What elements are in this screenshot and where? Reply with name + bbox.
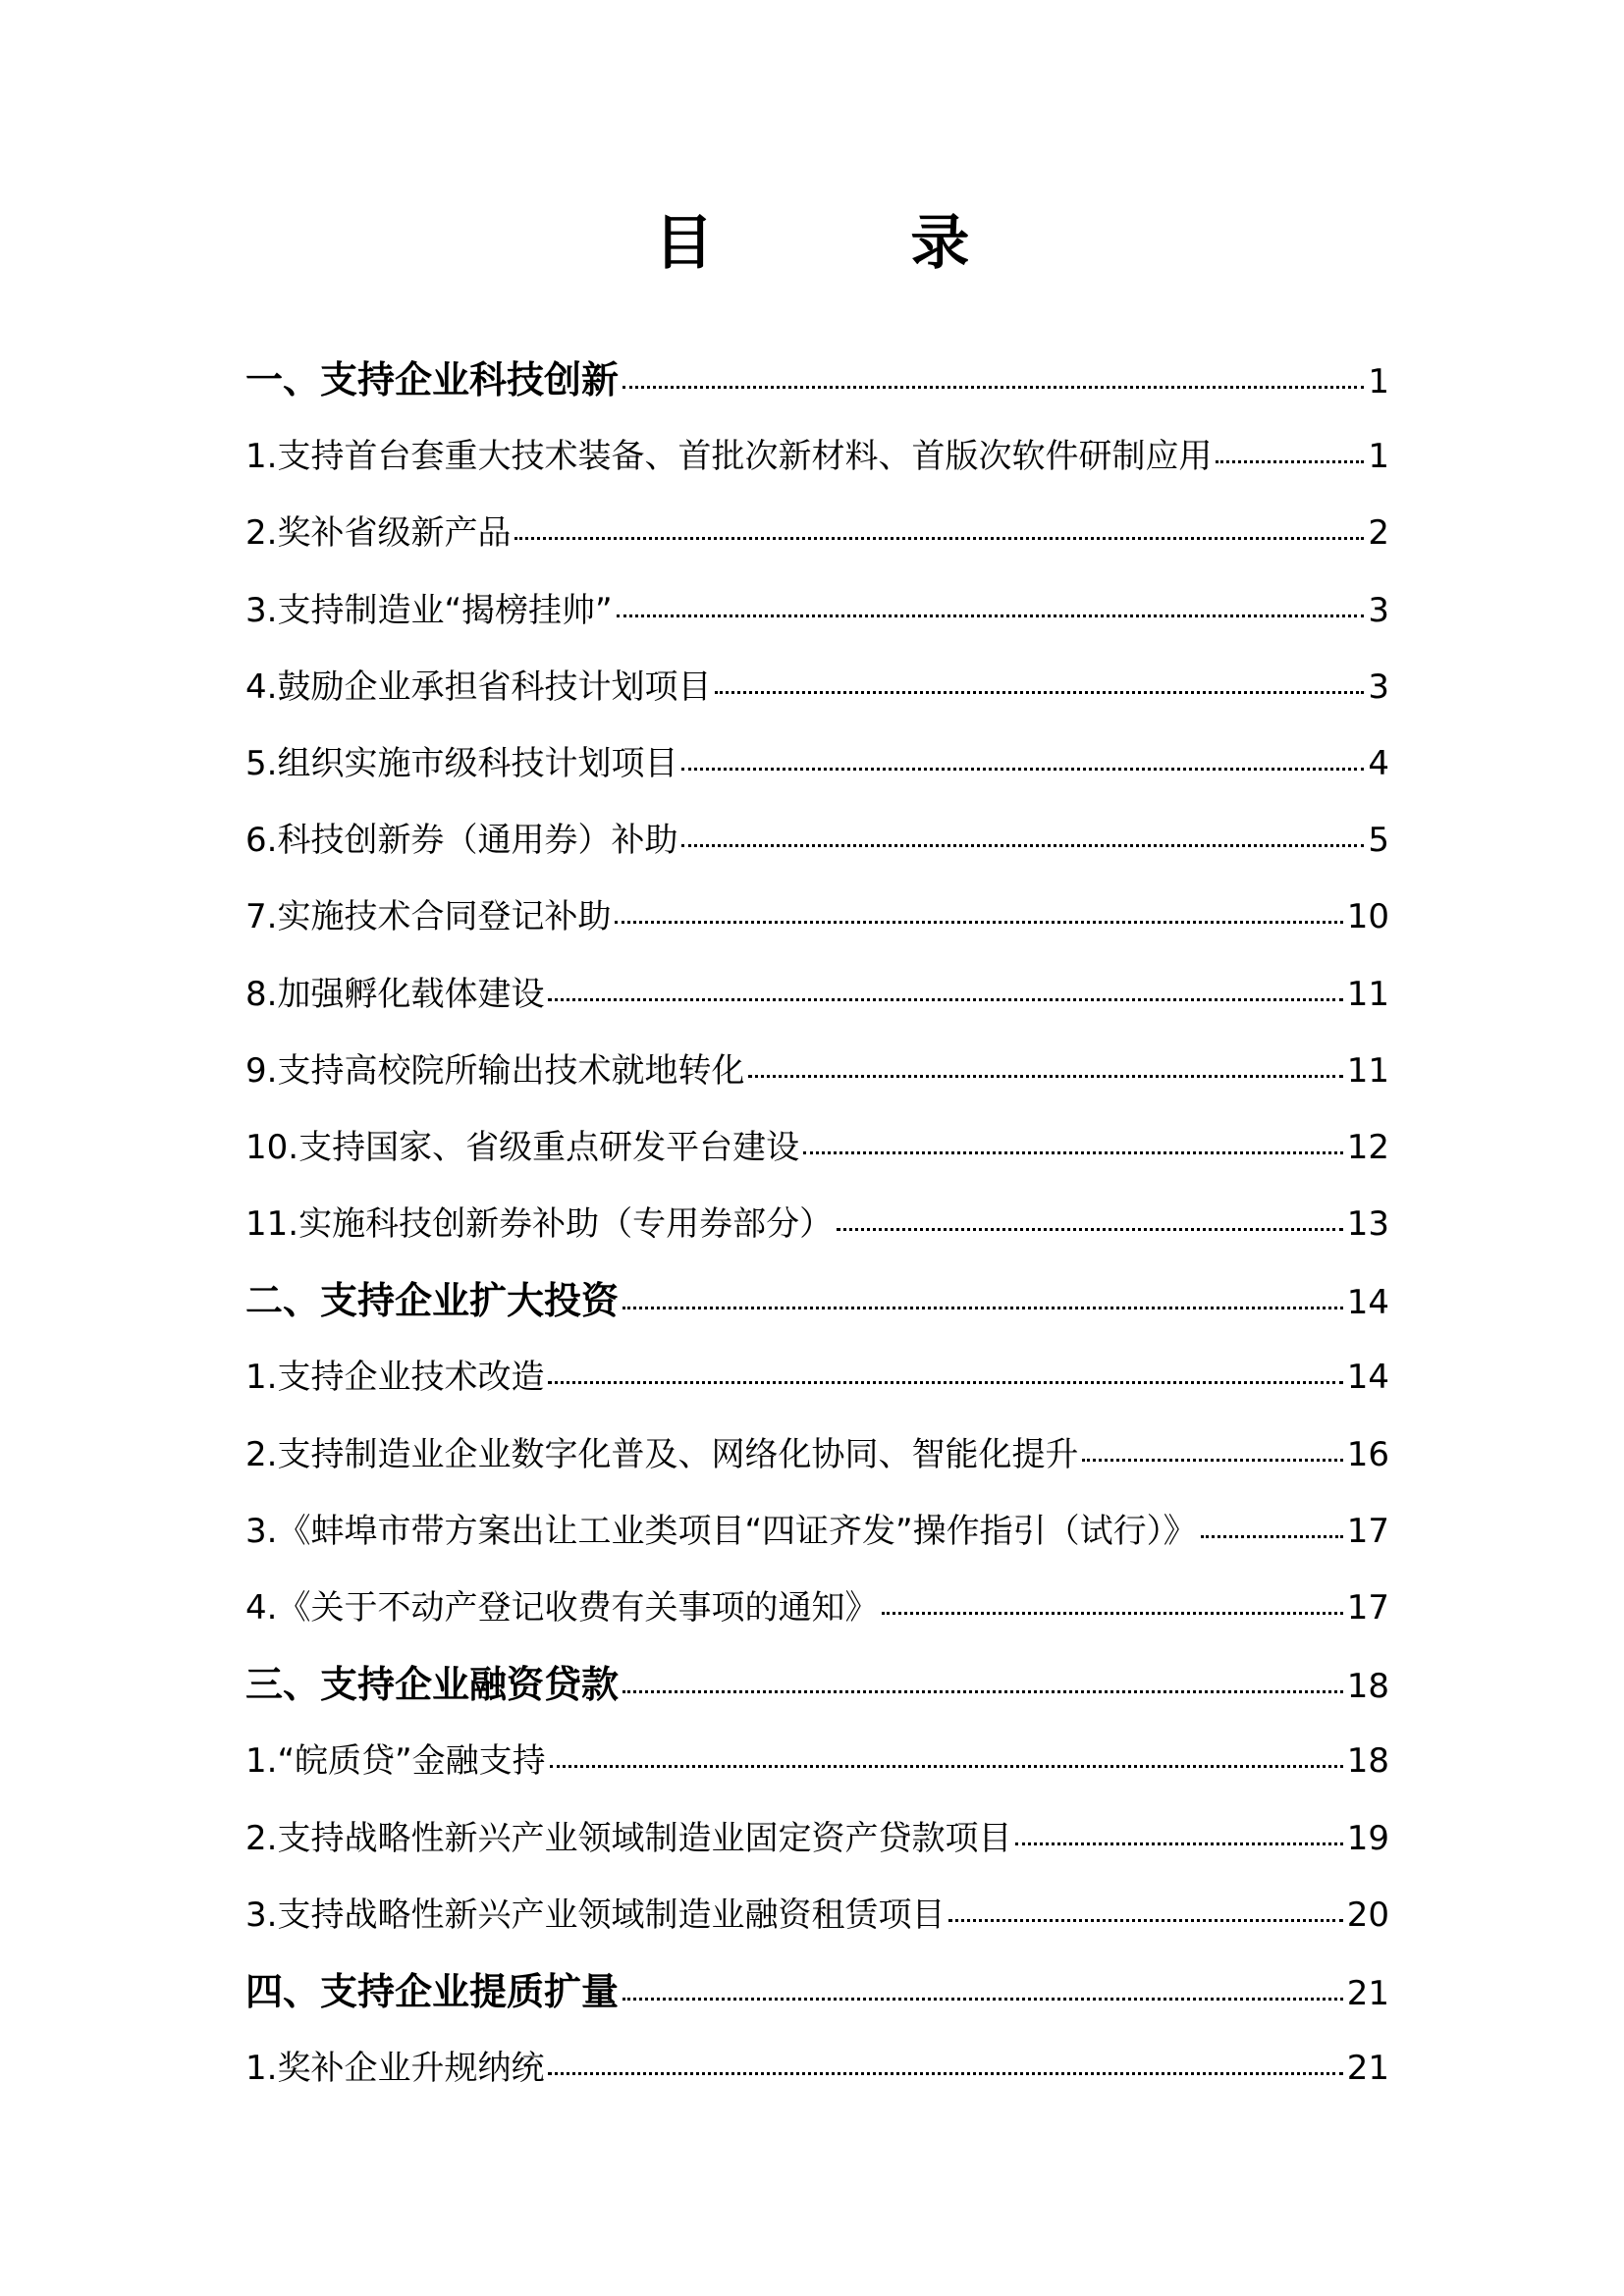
- toc-entry-title: 三、支持企业融资贷款: [245, 1663, 620, 1707]
- dot-leader: [1082, 1458, 1342, 1462]
- toc-entry-page-number: 13: [1346, 1204, 1389, 1245]
- dot-leader: [617, 614, 1365, 617]
- toc-item-entry[interactable]: [245, 1570, 1389, 1646]
- dot-leader: [623, 1306, 1343, 1309]
- toc-item-entry[interactable]: [245, 879, 1389, 955]
- toc-entry-page-number: 14: [1346, 1283, 1389, 1323]
- page-title: 目 录: [654, 209, 1058, 278]
- toc-entry-title: 2.支持战略性新兴产业领域制造业固定资产贷款项目: [245, 1818, 1012, 1858]
- toc-entry-page-number: 18: [1346, 1667, 1389, 1707]
- toc-item-entry[interactable]: [245, 1800, 1389, 1877]
- toc-entry-title: 11.实施科技创新券补助（专用券部分）: [245, 1204, 834, 1245]
- toc-entry-title: 3.支持战略性新兴产业领域制造业融资租赁项目: [245, 1895, 946, 1935]
- toc-entry-title: 4.鼓励企业承担省科技计划项目: [245, 667, 712, 707]
- dot-leader: [715, 690, 1364, 694]
- toc-item-entry[interactable]: [245, 649, 1389, 725]
- dot-leader: [748, 1074, 1342, 1078]
- toc-entry-title: 10.支持国家、省级重点研发平台建设: [245, 1127, 800, 1167]
- toc-item-entry[interactable]: [245, 956, 1389, 1033]
- toc-item-entry[interactable]: [245, 1339, 1389, 1415]
- toc-item-entry[interactable]: [245, 495, 1389, 571]
- toc-entry-page-number: 18: [1346, 1741, 1389, 1782]
- toc-entry-page-number: 2: [1368, 513, 1389, 554]
- toc-entry-page-number: 14: [1346, 1358, 1389, 1398]
- dot-leader: [681, 843, 1364, 847]
- toc-item-entry[interactable]: [245, 2030, 1389, 2107]
- toc-entry-title: 3.支持制造业“揭榜挂帅”: [245, 590, 613, 630]
- dot-leader: [803, 1150, 1343, 1154]
- toc-item-entry[interactable]: [245, 1109, 1389, 1186]
- dot-leader: [882, 1611, 1342, 1615]
- dot-leader: [1015, 1842, 1342, 1845]
- toc-entry-title: 1.支持企业技术改造: [245, 1358, 545, 1398]
- toc-entry-page-number: 21: [1346, 1973, 1389, 2013]
- toc-section-entry[interactable]: [245, 342, 1389, 418]
- toc-entry-title: 1.奖补企业升规纳统: [245, 2049, 545, 2089]
- dot-leader: [623, 1689, 1343, 1693]
- toc-entry-page-number: 17: [1346, 1588, 1389, 1628]
- toc-item-entry[interactable]: [245, 1493, 1389, 1570]
- toc-entry-page-number: 17: [1346, 1511, 1389, 1551]
- dot-leader: [615, 920, 1342, 924]
- toc-entry-page-number: 11: [1346, 1050, 1389, 1091]
- toc-entry-title: 4.《关于不动产登记收费有关事项的通知》: [245, 1588, 879, 1628]
- toc-entry-page-number: 16: [1346, 1434, 1389, 1474]
- toc-entry-page-number: 4: [1368, 743, 1389, 783]
- toc-item-entry[interactable]: [245, 1033, 1389, 1109]
- toc-entry-page-number: 3: [1368, 667, 1389, 707]
- dot-leader: [681, 767, 1364, 771]
- dot-leader: [623, 385, 1364, 389]
- toc-entry-title: 1.支持首台套重大技术装备、首批次新材料、首版次软件研制应用: [245, 437, 1213, 477]
- toc-item-entry[interactable]: [245, 1416, 1389, 1493]
- toc-entry-page-number: 1: [1368, 437, 1389, 477]
- toc-entry-title: 四、支持企业提质扩量: [245, 1969, 620, 2013]
- dot-leader: [1201, 1534, 1343, 1538]
- toc-item-entry[interactable]: [245, 1723, 1389, 1799]
- toc-item-entry[interactable]: [245, 802, 1389, 879]
- toc-entry-title: 3.《蚌埠市带方案出让工业类项目“四证齐发”操作指引（试行）》: [245, 1511, 1197, 1551]
- toc-entry-page-number: 5: [1368, 821, 1389, 861]
- toc-entry-page-number: 12: [1346, 1127, 1389, 1167]
- toc-entry-title: 1.“皖质贷”金融支持: [245, 1741, 546, 1782]
- toc-entry-title: 2.奖补省级新产品: [245, 513, 512, 554]
- dot-leader: [623, 1997, 1343, 2001]
- dot-leader: [548, 1380, 1342, 1384]
- table-of-contents: [245, 342, 1389, 2107]
- toc-section-entry[interactable]: [245, 1646, 1389, 1723]
- toc-section-entry[interactable]: [245, 1262, 1389, 1339]
- dot-leader: [837, 1227, 1343, 1231]
- toc-entry-page-number: 19: [1346, 1818, 1389, 1858]
- toc-item-entry[interactable]: [245, 1877, 1389, 1953]
- dot-leader: [514, 536, 1364, 540]
- dot-leader: [948, 1918, 1342, 1922]
- toc-entry-title: 一、支持企业科技创新: [245, 358, 620, 401]
- toc-entry-title: 5.组织实施市级科技计划项目: [245, 743, 678, 783]
- toc-item-entry[interactable]: [245, 725, 1389, 802]
- toc-entry-title: 2.支持制造业企业数字化普及、网络化协同、智能化提升: [245, 1434, 1079, 1474]
- dot-leader: [1216, 459, 1364, 463]
- toc-item-entry[interactable]: [245, 418, 1389, 495]
- toc-entry-page-number: 3: [1368, 590, 1389, 630]
- toc-entry-page-number: 1: [1368, 362, 1389, 401]
- toc-entry-title: 9.支持高校院所输出技术就地转化: [245, 1050, 745, 1091]
- toc-entry-page-number: 10: [1346, 897, 1389, 937]
- toc-entry-page-number: 20: [1346, 1895, 1389, 1935]
- toc-entry-title: 7.实施技术合同登记补助: [245, 897, 612, 937]
- toc-item-entry[interactable]: [245, 572, 1389, 649]
- toc-section-entry[interactable]: [245, 1953, 1389, 2030]
- toc-entry-page-number: 21: [1346, 2049, 1389, 2089]
- toc-entry-title: 8.加强孵化载体建设: [245, 974, 545, 1014]
- toc-entry-title: 二、支持企业扩大投资: [245, 1279, 620, 1323]
- toc-entry-page-number: 11: [1346, 974, 1389, 1014]
- dot-leader: [548, 2071, 1342, 2075]
- dot-leader: [548, 997, 1342, 1001]
- toc-entry-title: 6.科技创新券（通用券）补助: [245, 821, 678, 861]
- dot-leader: [550, 1764, 1343, 1768]
- toc-item-entry[interactable]: [245, 1186, 1389, 1262]
